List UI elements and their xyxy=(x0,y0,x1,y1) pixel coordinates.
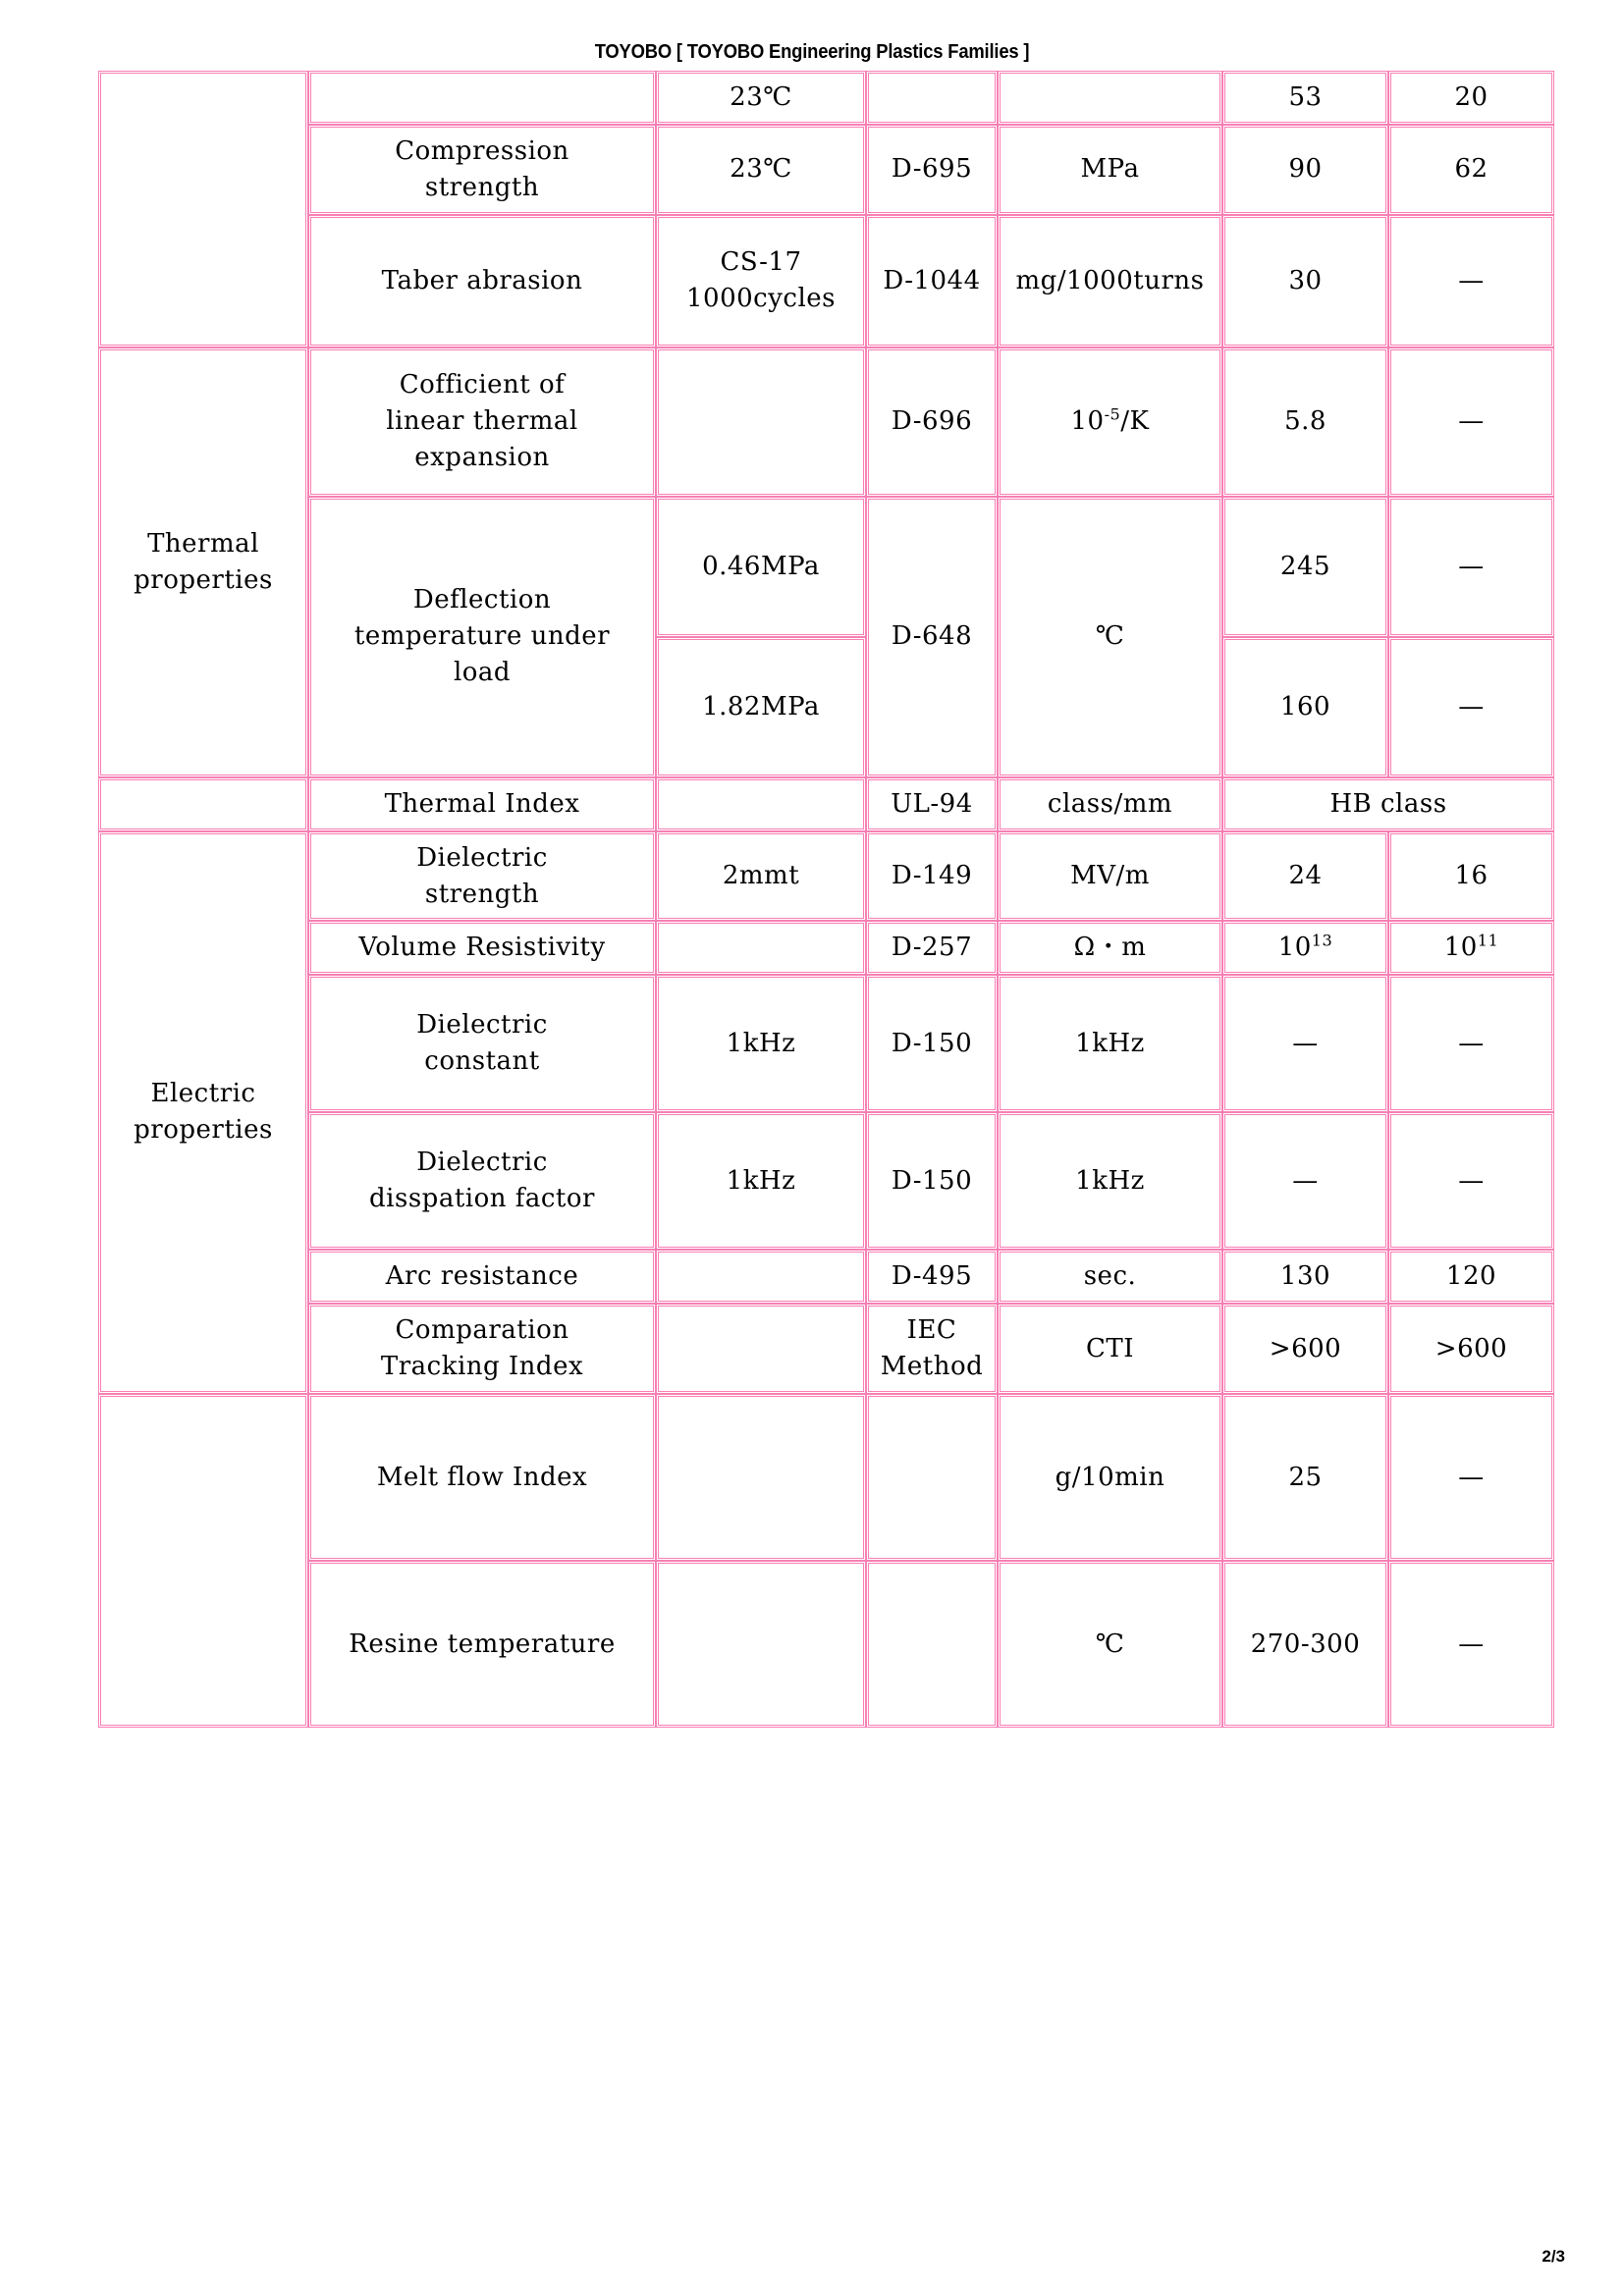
cell-condition-1khz-dissipation: 1kHz xyxy=(656,1112,866,1250)
table-row xyxy=(98,215,1554,347)
cell-unit-cte xyxy=(998,347,1222,497)
cell-condition-23c-top: 23℃ xyxy=(656,71,866,125)
cell-value2-taber: — xyxy=(1388,215,1554,347)
cell-unit-celsius-deflection: ℃ xyxy=(998,497,1222,777)
cell-unit-1khz-dissipation: 1kHz xyxy=(998,1112,1222,1250)
cell-property-taber-abrasion: Taber abrasion xyxy=(308,215,656,347)
cell-category-blank-thermal-index xyxy=(98,777,308,831)
unit-tail: /K xyxy=(1120,406,1150,437)
table-row xyxy=(98,1304,1554,1394)
cell-property-linear-thermal-expansion xyxy=(308,347,656,497)
cell-value2-deflection-046: — xyxy=(1388,497,1554,637)
cell-property-dielectric-dissipation-factor xyxy=(308,1112,656,1250)
cell-unit-blank-top xyxy=(998,71,1222,125)
cell-astm-d150-dissipation: D-150 xyxy=(866,1112,998,1250)
cell-value2-dielectric-dissipation: — xyxy=(1388,1112,1554,1250)
label-line-1: Dielectric xyxy=(416,1148,548,1178)
page-number: 2/3 xyxy=(1542,2247,1565,2266)
cell-astm-ul94: UL-94 xyxy=(866,777,998,831)
document-header: TOYOBO [ TOYOBO Engineering Plastics Families ] xyxy=(594,41,1030,63)
label-line-1: Dielectric xyxy=(416,1010,548,1041)
label-line-1: Cofficient of xyxy=(399,370,566,400)
cell-unit-mv-m: MV/m xyxy=(998,831,1222,922)
cell-unit-celsius-resine: ℃ xyxy=(998,1561,1222,1728)
cell-property-compression-strength xyxy=(308,125,656,215)
cell-condition-compression: 23℃ xyxy=(656,125,866,215)
category-line-2: properties xyxy=(134,564,273,595)
cell-category-blank-bottom xyxy=(98,1394,308,1728)
cell-unit-g-10min: g/10min xyxy=(998,1394,1222,1561)
cell-value1-dielectric-constant: — xyxy=(1222,975,1388,1112)
label-line-1: Deflection xyxy=(412,585,552,615)
unit-base: 10 xyxy=(1070,406,1105,437)
label-line-2: disspation factor xyxy=(369,1184,595,1214)
cell-value1-volume-resistivity xyxy=(1222,921,1388,975)
cell-property-deflection-temperature xyxy=(308,497,656,777)
cell-value2-dielectric-constant: — xyxy=(1388,975,1554,1112)
cell-condition-1khz-constant: 1kHz xyxy=(656,975,866,1112)
table-row xyxy=(98,1250,1554,1304)
cell-astm-blank-top xyxy=(866,71,998,125)
cell-value2-volume-resistivity xyxy=(1388,921,1554,975)
cell-condition-182mpa: 1.82MPa xyxy=(656,637,866,777)
table-row xyxy=(98,125,1554,215)
condition-line-2: 1000cycles xyxy=(685,284,837,314)
cell-category-blank-top xyxy=(98,71,308,347)
cell-astm-d257: D-257 xyxy=(866,921,998,975)
cell-condition-blank-resine xyxy=(656,1561,866,1728)
category-line-1: Electric xyxy=(150,1079,256,1109)
astm-line-2: Method xyxy=(880,1352,984,1382)
cell-property-thermal-index: Thermal Index xyxy=(308,777,656,831)
cell-value1-cti: >600 xyxy=(1222,1304,1388,1394)
cell-property-comparation-tracking-index xyxy=(308,1304,656,1394)
table-row xyxy=(98,777,1554,831)
cell-value1-cte: 5.8 xyxy=(1222,347,1388,497)
cell-value2-compression: 62 xyxy=(1388,125,1554,215)
table-row xyxy=(98,831,1554,922)
cell-property-dielectric-constant xyxy=(308,975,656,1112)
label-line-2: Tracking Index xyxy=(380,1352,584,1382)
value-exponent: 11 xyxy=(1477,931,1499,950)
cell-value-hb-class: HB class xyxy=(1222,777,1554,831)
cell-astm-d495: D-495 xyxy=(866,1250,998,1304)
cell-value1-arc-resistance: 130 xyxy=(1222,1250,1388,1304)
value-base: 10 xyxy=(1277,933,1312,963)
category-line-2: properties xyxy=(134,1115,273,1146)
label-line-1: Dielectric xyxy=(416,842,548,873)
category-line-1: Thermal xyxy=(147,528,259,559)
cell-value1-dielectric-strength: 24 xyxy=(1222,831,1388,922)
cell-value2-resine-temperature: — xyxy=(1388,1561,1554,1728)
cell-unit-ohm-m: Ω・m xyxy=(998,921,1222,975)
cell-value1-melt-flow: 25 xyxy=(1222,1394,1388,1561)
cell-condition-blank-arc xyxy=(656,1250,866,1304)
unit-exponent: -5 xyxy=(1104,404,1121,424)
cell-value1-resine-temperature: 270-300 xyxy=(1222,1561,1388,1728)
label-line-2: strength xyxy=(424,879,540,909)
cell-value2-cte: — xyxy=(1388,347,1554,497)
cell-unit-class-mm: class/mm xyxy=(998,777,1222,831)
cell-value2-arc-resistance: 120 xyxy=(1388,1250,1554,1304)
label-line-1: Compression xyxy=(395,135,569,166)
label-line-2: constant xyxy=(424,1046,540,1077)
table-row xyxy=(98,1394,1554,1561)
cell-property-resine-temperature: Resine temperature xyxy=(308,1561,656,1728)
cell-astm-d695: D-695 xyxy=(866,125,998,215)
cell-condition-taber xyxy=(656,215,866,347)
cell-value2-20: 20 xyxy=(1388,71,1554,125)
cell-value1-dielectric-dissipation: — xyxy=(1222,1112,1388,1250)
cell-condition-blank-cti xyxy=(656,1304,866,1394)
astm-line-1: IEC xyxy=(906,1315,957,1346)
cell-condition-046mpa: 0.46MPa xyxy=(656,497,866,637)
cell-value2-deflection-182: — xyxy=(1388,637,1554,777)
table-row xyxy=(98,71,1554,125)
cell-condition-blank-volume-resistivity xyxy=(656,921,866,975)
cell-astm-blank-melt-flow xyxy=(866,1394,998,1561)
cell-value1-53: 53 xyxy=(1222,71,1388,125)
label-line-1: Comparation xyxy=(395,1315,569,1346)
cell-property-volume-resistivity: Volume Resistivity xyxy=(308,921,656,975)
cell-astm-d648: D-648 xyxy=(866,497,998,777)
cell-value1-deflection-182: 160 xyxy=(1222,637,1388,777)
cell-unit-cti: CTI xyxy=(998,1304,1222,1394)
cell-unit-sec: sec. xyxy=(998,1250,1222,1304)
cell-property-melt-flow-index: Melt flow Index xyxy=(308,1394,656,1561)
cell-property-dielectric-strength xyxy=(308,831,656,922)
condition-line-1: CS-17 xyxy=(720,247,802,278)
cell-property-blank-top xyxy=(308,71,656,125)
cell-condition-blank-cte xyxy=(656,347,866,497)
value-exponent: 13 xyxy=(1311,931,1333,950)
table-row xyxy=(98,1561,1554,1728)
label-line-3: expansion xyxy=(414,443,550,473)
table-row xyxy=(98,347,1554,497)
label-line-3: load xyxy=(453,658,512,688)
cell-value2-dielectric-strength: 16 xyxy=(1388,831,1554,922)
label-line-2: temperature under xyxy=(353,621,611,652)
properties-table xyxy=(98,71,1554,1728)
cell-property-arc-resistance: Arc resistance xyxy=(308,1250,656,1304)
cell-value1-deflection-046: 245 xyxy=(1222,497,1388,637)
cell-unit-1khz-constant: 1kHz xyxy=(998,975,1222,1112)
table-row xyxy=(98,921,1554,975)
cell-unit-mpa: MPa xyxy=(998,125,1222,215)
cell-value2-melt-flow: — xyxy=(1388,1394,1554,1561)
table-row xyxy=(98,497,1554,637)
cell-astm-blank-resine xyxy=(866,1561,998,1728)
label-line-2: linear thermal xyxy=(386,406,578,437)
cell-condition-blank-thermal-index xyxy=(656,777,866,831)
label-line-2: strength xyxy=(424,172,540,202)
cell-astm-d150-constant: D-150 xyxy=(866,975,998,1112)
cell-astm-d149: D-149 xyxy=(866,831,998,922)
cell-unit-mg-1000turns: mg/1000turns xyxy=(998,215,1222,347)
cell-condition-2mmt: 2mmt xyxy=(656,831,866,922)
cell-category-electric-properties xyxy=(98,831,308,1394)
value-base: 10 xyxy=(1443,933,1478,963)
table-row xyxy=(98,975,1554,1112)
properties-table-container xyxy=(98,71,1530,1728)
cell-value1-taber: 30 xyxy=(1222,215,1388,347)
cell-category-thermal-properties xyxy=(98,347,308,777)
cell-value1-compression: 90 xyxy=(1222,125,1388,215)
cell-value2-cti: >600 xyxy=(1388,1304,1554,1394)
cell-condition-blank-melt-flow xyxy=(656,1394,866,1561)
cell-astm-d1044: D-1044 xyxy=(866,215,998,347)
cell-astm-iec-method xyxy=(866,1304,998,1394)
cell-astm-d696: D-696 xyxy=(866,347,998,497)
table-row xyxy=(98,1112,1554,1250)
